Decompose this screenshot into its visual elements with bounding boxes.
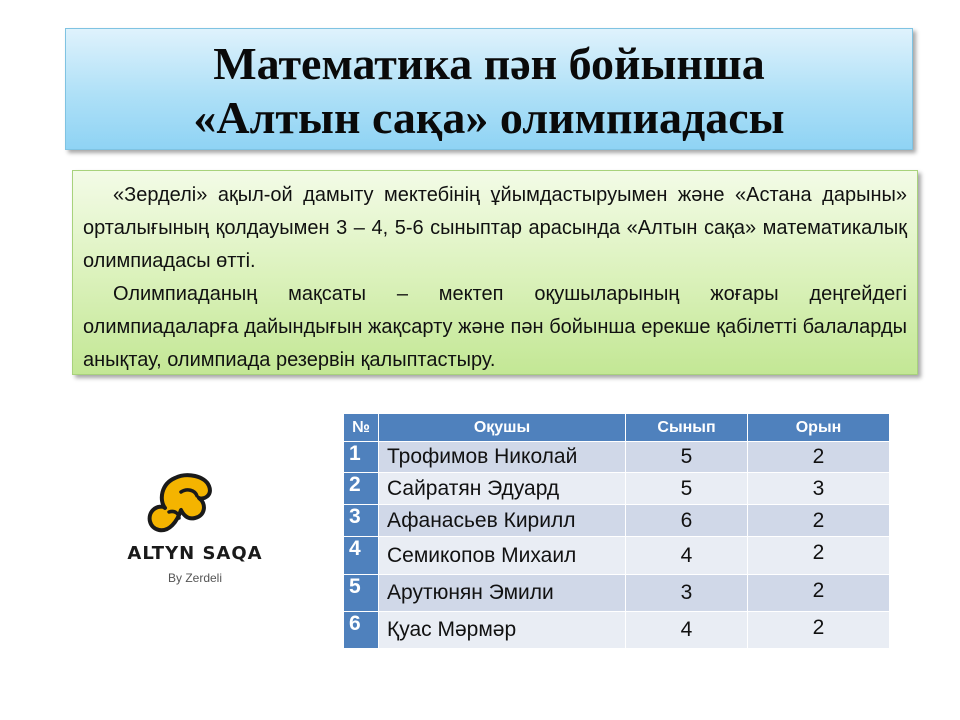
row-student: Семикопов Михаил (379, 537, 626, 575)
altyn-saqa-icon (147, 470, 219, 540)
results-table (343, 413, 890, 649)
row-grade: 4 (626, 612, 748, 649)
row-number: 6 (344, 612, 379, 649)
title-line-1: Математика пән бойынша (213, 38, 765, 89)
table-row (344, 442, 890, 473)
row-student: Қуас Мәрмәр (379, 612, 626, 649)
logo-subtitle: By Zerdeli (167, 571, 223, 585)
row-place: 2 (748, 537, 890, 575)
table-row (344, 473, 890, 505)
description-paragraph-2: Олимпиаданың мақсаты – мектеп оқушыларының жоғары деңгейдегі олимпиадаларға дайындығын жақсарту және пән бойынша ерекше қабілетті балаларды анықтау, олимпиада резервін қалыптастыру. (83, 283, 907, 371)
description-box (72, 170, 918, 375)
table-row (344, 575, 890, 612)
row-place: 2 (748, 612, 890, 649)
description-paragraph-1: «Зерделі» ақыл-ой дамыту мектебінің ұйымдастыруымен және «Астана дарыны» орталығының қолдауымен 3 – 4, 5-6 сыныптар арасында «Алтын сақа» математикалық олимпиадасы өтті. (83, 184, 907, 272)
logo-name: ALTYN SAQA (127, 543, 263, 564)
header-student: Оқушы (379, 414, 626, 442)
row-student: Арутюнян Эмили (379, 575, 626, 612)
row-number: 5 (344, 575, 379, 612)
row-student: Сайратян Эдуард (379, 473, 626, 505)
row-grade: 3 (626, 575, 748, 612)
header-place: Орын (748, 414, 890, 442)
row-student: Афанасьев Кирилл (379, 505, 626, 537)
altyn-saqa-logo (105, 470, 285, 600)
row-grade: 6 (626, 505, 748, 537)
header-number: № (344, 414, 379, 442)
row-grade: 5 (626, 442, 748, 473)
header-grade: Сынып (626, 414, 748, 442)
row-number: 2 (344, 473, 379, 505)
title-box (65, 28, 913, 150)
row-number: 3 (344, 505, 379, 537)
row-student: Трофимов Николай (379, 442, 626, 473)
row-place: 3 (748, 473, 890, 505)
row-grade: 5 (626, 473, 748, 505)
row-number: 4 (344, 537, 379, 575)
row-number: 1 (344, 442, 379, 473)
table-header-row (344, 414, 890, 442)
table-row (344, 612, 890, 649)
row-grade: 4 (626, 537, 748, 575)
title-line-2: «Алтын сақа» олимпиадасы (193, 92, 785, 143)
table-row (344, 537, 890, 575)
row-place: 2 (748, 505, 890, 537)
row-place: 2 (748, 575, 890, 612)
row-place: 2 (748, 442, 890, 473)
table-row (344, 505, 890, 537)
